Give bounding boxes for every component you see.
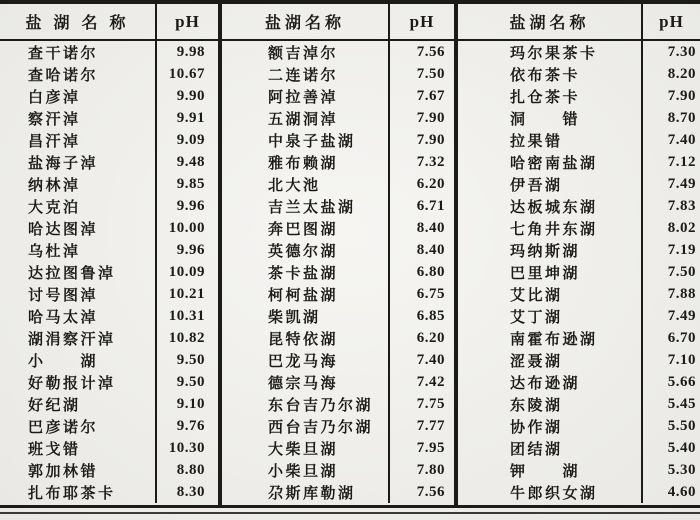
lake-name-cell: 玛尔果茶卡 <box>458 41 643 63</box>
ph-value-cell: 9.96 <box>176 197 205 214</box>
lake-name-cell: 昌汗淖 <box>0 129 157 151</box>
ph-value-cell: 7.77 <box>416 417 445 434</box>
lake-name-cell: 郭加林错 <box>0 459 157 481</box>
ph-value-cell: 7.56 <box>416 483 445 500</box>
lake-name-cell: 德宗马海 <box>222 371 390 393</box>
lake-name-cell: 团结湖 <box>458 437 643 459</box>
table-bottom-rule <box>0 512 700 514</box>
ph-value-cell: 7.49 <box>667 175 696 192</box>
lake-name-cell: 茶卡盐湖 <box>222 261 390 283</box>
lake-name-cell: 巴彦诺尔 <box>0 415 157 437</box>
ph-value-cell: 7.95 <box>416 439 445 456</box>
lake-name-cell: 洞 错 <box>458 107 643 129</box>
lake-name-cell: 好纪湖 <box>0 393 157 415</box>
lake-name-cell: 阿拉善淖 <box>222 85 390 107</box>
lake-name-cell: 大克泊 <box>0 195 157 217</box>
ph-value-cell: 10.09 <box>168 263 205 280</box>
lake-name-cell: 巴里坤湖 <box>458 261 643 283</box>
lake-name-cell: 查哈诺尔 <box>0 63 157 85</box>
ph-value-cell: 8.20 <box>667 65 696 82</box>
ph-value-cell: 5.30 <box>667 461 696 478</box>
ph-value-cell: 5.66 <box>667 373 696 390</box>
lake-name-cell: 查干诺尔 <box>0 41 157 63</box>
ph-value-cell: 6.70 <box>667 329 696 346</box>
lake-name-cell: 东台吉乃尔湖 <box>222 393 390 415</box>
lake-name-cell: 小柴旦湖 <box>222 459 390 481</box>
column-header-ph: pH <box>390 4 454 41</box>
lake-name-cell: 班戈错 <box>0 437 157 459</box>
lake-name-cell: 湖涓察汗淖 <box>0 327 157 349</box>
lake-name-cell: 巴龙马海 <box>222 349 390 371</box>
lake-name-cell: 吉兰太盐湖 <box>222 195 390 217</box>
ph-value-cell: 5.45 <box>667 395 696 412</box>
column-header-ph: pH <box>157 4 218 41</box>
lake-name-cell: 哈密南盐湖 <box>458 151 643 173</box>
ph-value-cell: 9.90 <box>176 87 205 104</box>
lake-name-cell: 英德尔湖 <box>222 239 390 261</box>
ph-value-cell: 8.70 <box>667 109 696 126</box>
ph-value-cell: 7.19 <box>667 241 696 258</box>
table-section-1 <box>0 4 222 505</box>
ph-value-cell: 5.40 <box>667 439 696 456</box>
ph-value-cell: 5.50 <box>667 417 696 434</box>
lake-name-cell: 艾比湖 <box>458 283 643 305</box>
lake-name-cell: 小 湖 <box>0 349 157 371</box>
ph-value-cell: 7.49 <box>667 307 696 324</box>
ph-value-cell: 6.20 <box>416 175 445 192</box>
lake-name-cell: 尕斯库勒湖 <box>222 481 390 503</box>
ph-value-cell: 6.85 <box>416 307 445 324</box>
ph-value-cell: 10.67 <box>168 65 205 82</box>
ph-value-cell: 9.48 <box>176 153 205 170</box>
ph-value-cell: 9.98 <box>176 43 205 60</box>
column-header-lake-name: 盐 湖 名 称 <box>0 4 157 41</box>
lake-name-cell: 雅布赖湖 <box>222 151 390 173</box>
ph-value-cell: 7.32 <box>416 153 445 170</box>
ph-value-cell: 9.91 <box>176 109 205 126</box>
ph-value-cell: 9.50 <box>176 373 205 390</box>
lake-name-cell: 白彦淖 <box>0 85 157 107</box>
lake-name-cell: 牛郎织女湖 <box>458 481 643 503</box>
lake-name-cell: 大柴旦湖 <box>222 437 390 459</box>
lake-name-cell: 达布逊湖 <box>458 371 643 393</box>
ph-value-cell: 6.75 <box>416 285 445 302</box>
ph-value-cell: 10.82 <box>168 329 205 346</box>
lake-name-cell: 七角井东湖 <box>458 217 643 239</box>
ph-value-cell: 6.80 <box>416 263 445 280</box>
lake-name-cell: 察汗淖 <box>0 107 157 129</box>
ph-value-cell: 9.10 <box>176 395 205 412</box>
table-section-2 <box>222 4 458 505</box>
lake-name-cell: 昆特依湖 <box>222 327 390 349</box>
ph-value-cell: 7.42 <box>416 373 445 390</box>
lake-name-cell: 钾 湖 <box>458 459 643 481</box>
lake-name-cell: 东陵湖 <box>458 393 643 415</box>
ph-value-cell: 9.85 <box>176 175 205 192</box>
lake-name-cell: 盐海子淖 <box>0 151 157 173</box>
lake-name-cell: 乌杜淖 <box>0 239 157 261</box>
lake-name-cell: 艾丁湖 <box>458 305 643 327</box>
lake-name-cell: 涩聂湖 <box>458 349 643 371</box>
ph-value-cell: 7.10 <box>667 351 696 368</box>
lake-name-cell: 伊吾湖 <box>458 173 643 195</box>
ph-value-cell: 7.56 <box>416 43 445 60</box>
ph-value-cell: 10.00 <box>168 219 205 236</box>
ph-value-cell: 9.96 <box>176 241 205 258</box>
lake-name-cell: 南霍布逊湖 <box>458 327 643 349</box>
ph-value-cell: 7.12 <box>667 153 696 170</box>
ph-value-cell: 7.30 <box>667 43 696 60</box>
lake-name-cell: 玛纳斯湖 <box>458 239 643 261</box>
lake-name-cell: 哈达图淖 <box>0 217 157 239</box>
ph-value-cell: 7.40 <box>667 131 696 148</box>
ph-value-cell: 7.90 <box>416 109 445 126</box>
ph-value-cell: 8.40 <box>416 241 445 258</box>
column-header-lake-name: 盐湖名称 <box>222 4 390 41</box>
ph-value-cell: 7.90 <box>416 131 445 148</box>
ph-value-cell: 9.09 <box>176 131 205 148</box>
lake-name-cell: 协作湖 <box>458 415 643 437</box>
column-header-lake-name: 盐湖名称 <box>458 4 643 41</box>
ph-value-cell: 7.83 <box>667 197 696 214</box>
lake-name-cell: 扎仓茶卡 <box>458 85 643 107</box>
lake-name-cell: 纳林淖 <box>0 173 157 195</box>
lake-name-cell: 五湖洞淖 <box>222 107 390 129</box>
table-section-3 <box>458 4 700 505</box>
ph-value-cell: 7.67 <box>416 87 445 104</box>
ph-value-cell: 9.50 <box>176 351 205 368</box>
lake-name-cell: 北大池 <box>222 173 390 195</box>
ph-value-cell: 9.76 <box>176 417 205 434</box>
ph-value-cell: 8.80 <box>176 461 205 478</box>
ph-value-cell: 7.50 <box>667 263 696 280</box>
lake-name-cell: 额吉淖尔 <box>222 41 390 63</box>
lake-name-cell: 依布茶卡 <box>458 63 643 85</box>
ph-value-cell: 6.71 <box>416 197 445 214</box>
ph-value-cell: 6.20 <box>416 329 445 346</box>
lake-name-cell: 好勒报计淖 <box>0 371 157 393</box>
ph-value-cell: 7.50 <box>416 65 445 82</box>
column-header-ph: pH <box>643 4 700 41</box>
ph-value-cell: 4.60 <box>667 483 696 500</box>
ph-value-cell: 10.31 <box>168 307 205 324</box>
lake-name-cell: 达板城东湖 <box>458 195 643 217</box>
ph-value-cell: 7.88 <box>667 285 696 302</box>
lake-name-cell: 柴凯湖 <box>222 305 390 327</box>
lake-name-cell: 拉果错 <box>458 129 643 151</box>
lake-name-cell: 柯柯盐湖 <box>222 283 390 305</box>
lake-name-cell: 讨号图淖 <box>0 283 157 305</box>
ph-value-cell: 8.30 <box>176 483 205 500</box>
lake-name-cell: 哈马太淖 <box>0 305 157 327</box>
ph-value-cell: 8.02 <box>667 219 696 236</box>
lake-name-cell: 达拉图鲁淖 <box>0 261 157 283</box>
ph-value-cell: 10.30 <box>168 439 205 456</box>
ph-value-cell: 8.40 <box>416 219 445 236</box>
ph-value-cell: 10.21 <box>168 285 205 302</box>
ph-value-cell: 7.90 <box>667 87 696 104</box>
lake-name-cell: 奔巴图湖 <box>222 217 390 239</box>
lake-name-cell: 二连诺尔 <box>222 63 390 85</box>
lake-name-cell: 扎布耶茶卡 <box>0 481 157 503</box>
ph-value-cell: 7.40 <box>416 351 445 368</box>
ph-value-cell: 7.75 <box>416 395 445 412</box>
lake-name-cell: 中泉子盐湖 <box>222 129 390 151</box>
ph-value-cell: 7.80 <box>416 461 445 478</box>
lake-name-cell: 西台吉乃尔湖 <box>222 415 390 437</box>
